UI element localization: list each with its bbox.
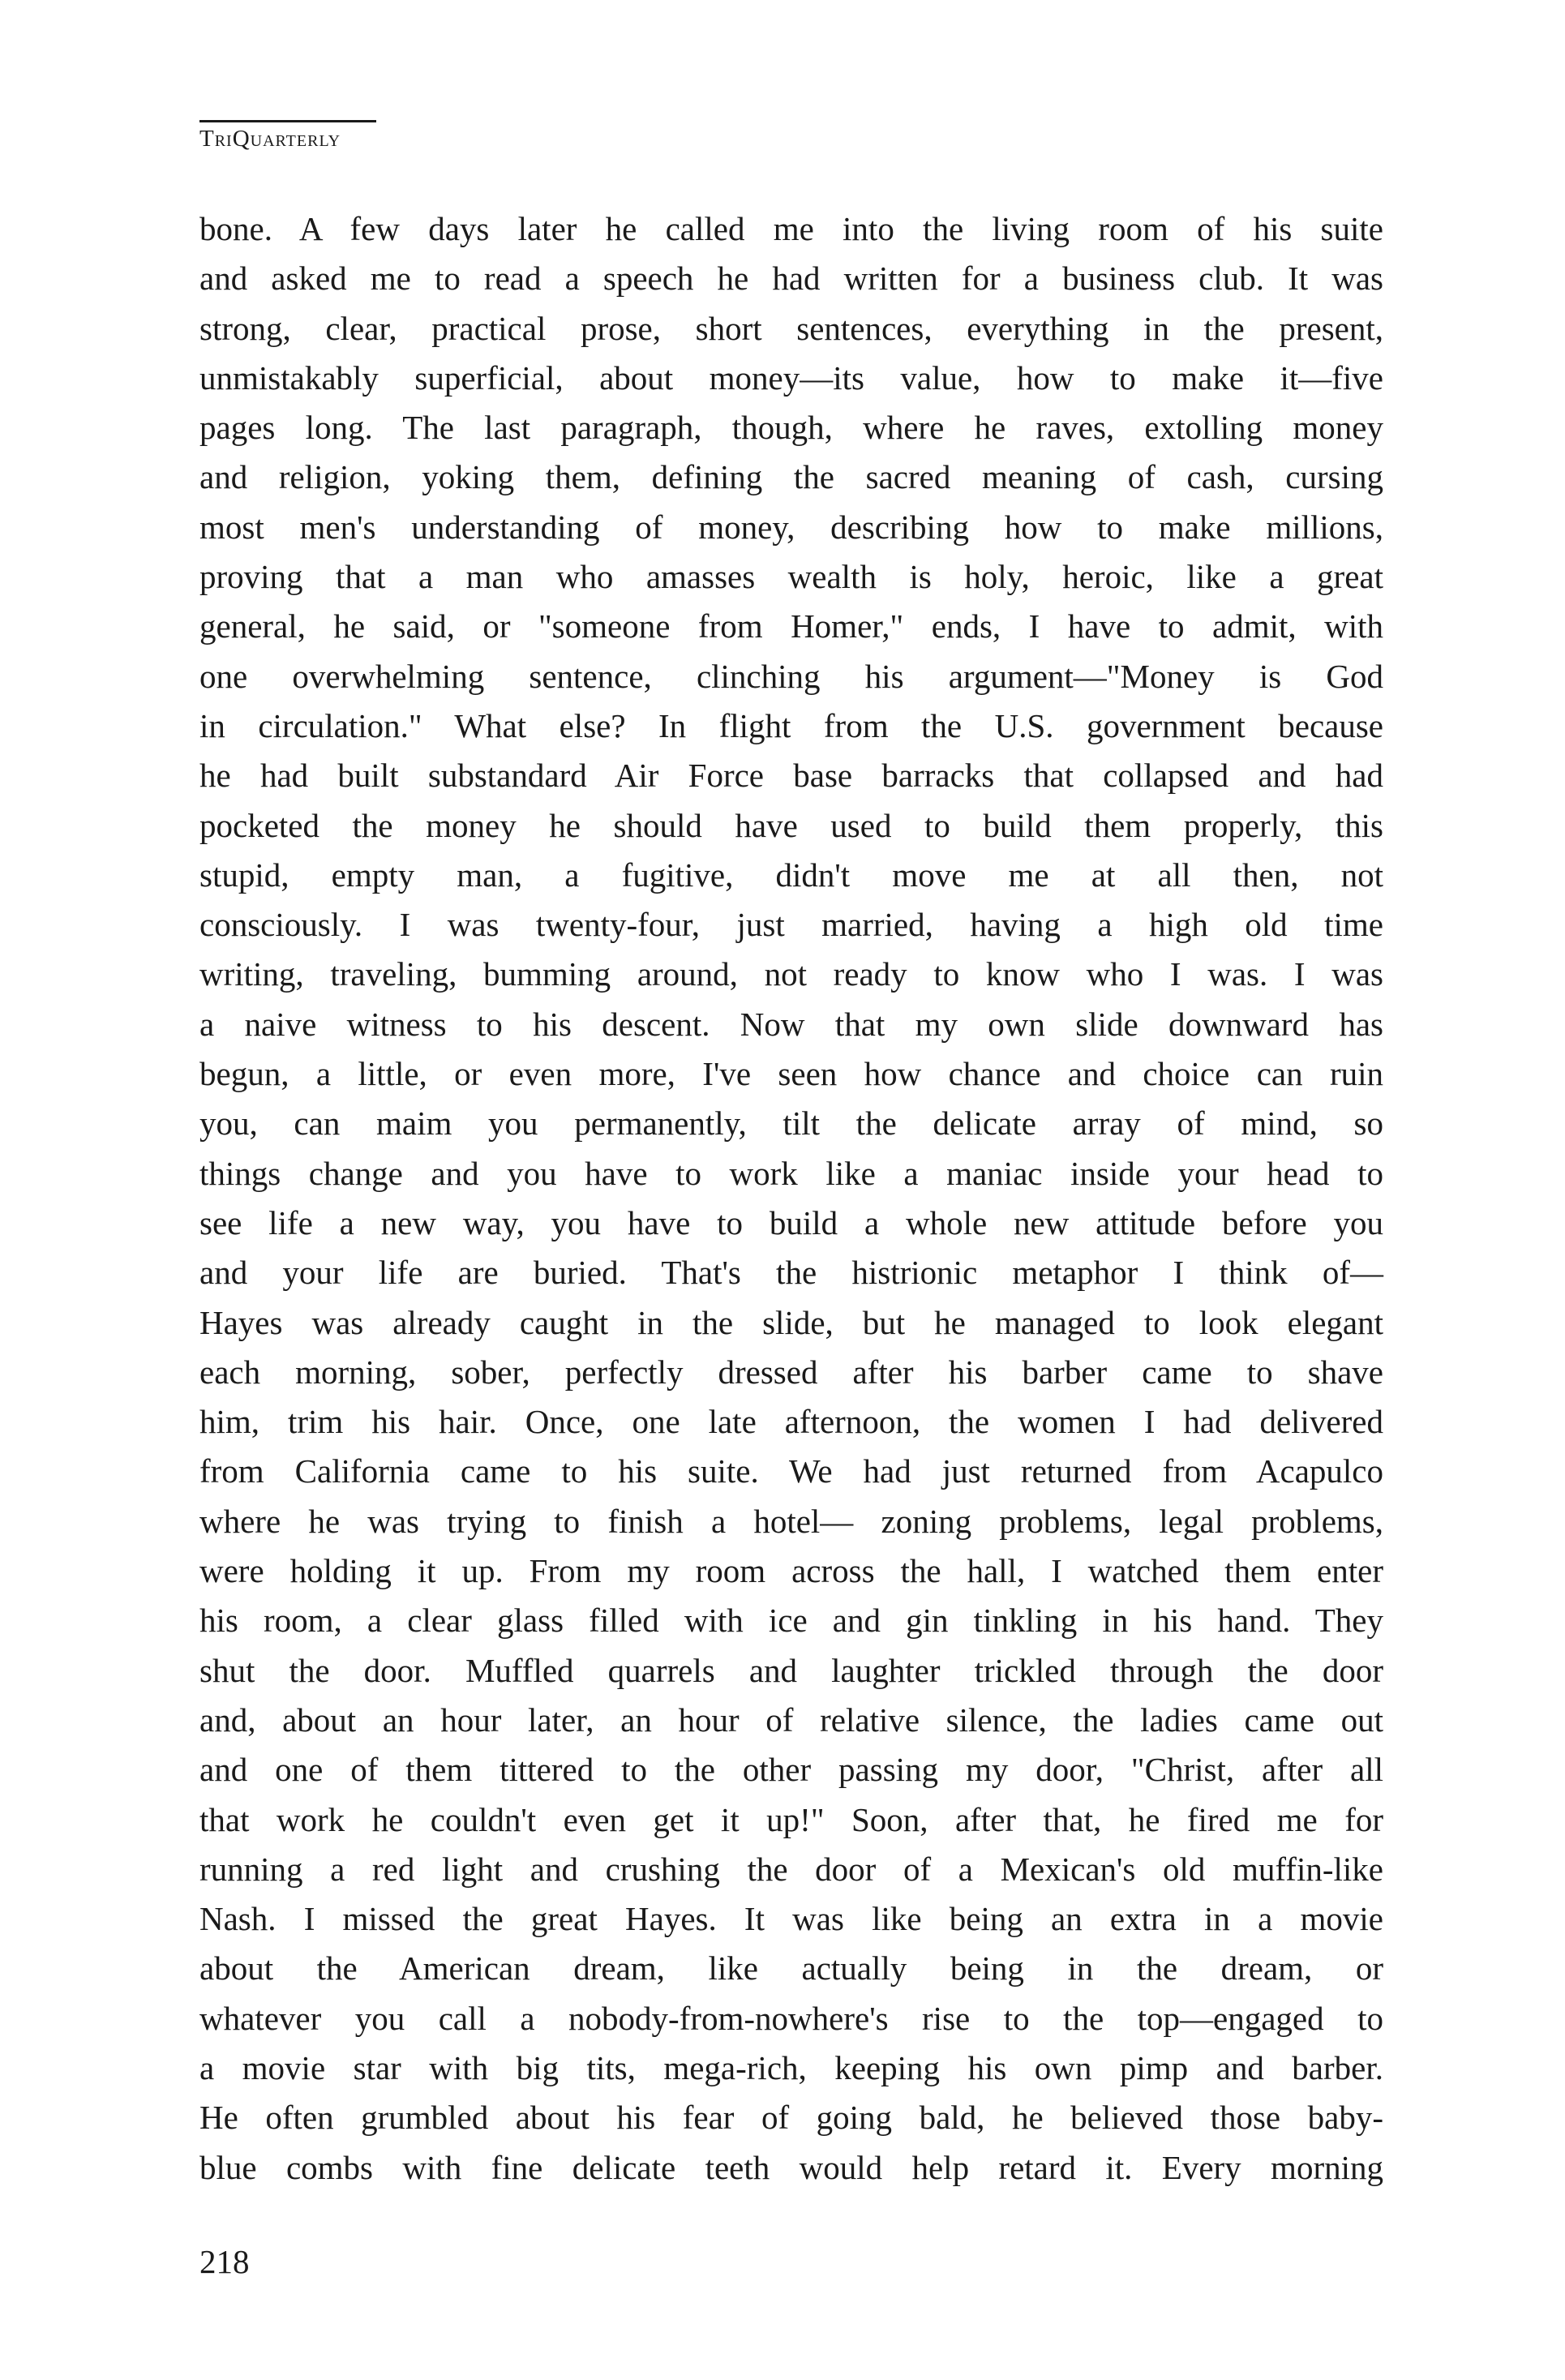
text-line: begun, a little, or even more, I've seen how chance and choice can ruin <box>199 1055 1383 1093</box>
body-text <box>199 204 1383 2193</box>
text-line: Hayes was already caught in the slide, but he managed to look elegant <box>199 1303 1383 1341</box>
running-header: TriQuarterly <box>199 120 376 152</box>
text-line: pocketed the money he should have used to build them properly, this <box>199 806 1383 844</box>
text-line: blue combs with fine delicate teeth would help retard it. Every morning <box>199 2148 1383 2186</box>
text-line: and one of them tittered to the other passing my door, "Christ, after all <box>199 1751 1383 1789</box>
text-line: consciously. I was twenty-four, just married, having a high old time <box>199 906 1383 944</box>
text-line: whatever you call a nobody-from-nowhere's rise to the top—engaged to <box>199 1999 1383 2037</box>
text-line: things change and you have to work like a maniac inside your head to <box>199 1154 1383 1192</box>
text-line: he had built substandard Air Force base barracks that collapsed and had <box>199 757 1383 795</box>
text-line: pages long. The last paragraph, though, where he raves, extolling money <box>199 409 1383 447</box>
text-line: you, can maim you permanently, tilt the delicate array of mind, so <box>199 1104 1383 1143</box>
text-line: and your life are buried. That's the histrionic metaphor I think of— <box>199 1254 1383 1292</box>
text-line: He often grumbled about his fear of going bald, he believed those baby- <box>199 2099 1383 2137</box>
text-line: proving that a man who amasses wealth is holy, heroic, like a great <box>199 558 1383 596</box>
text-line: Nash. I missed the great Hayes. It was like being an extra in a movie <box>199 1900 1383 1938</box>
text-line: that work he couldn't even get it up!" Soon, after that, he fired me for <box>199 1800 1383 1838</box>
text-line: and religion, yoking them, defining the sacred meaning of cash, cursing <box>199 458 1383 496</box>
text-line: and, about an hour later, an hour of relative silence, the ladies came out <box>199 1700 1383 1739</box>
text-line: a movie star with big tits, mega-rich, keeping his own pimp and barber. <box>199 2048 1383 2086</box>
text-line: and asked me to read a speech he had written for a business club. It was <box>199 259 1383 298</box>
text-line: most men's understanding of money, describing how to make millions, <box>199 508 1383 546</box>
text-line: bone. A few days later he called me into the living room of his suite <box>199 210 1383 247</box>
text-line: shut the door. Muffled quarrels and laughter trickled through the door <box>199 1651 1383 1689</box>
text-line: stupid, empty man, a fugitive, didn't move me at all then, not <box>199 856 1383 894</box>
text-line: where he was trying to finish a hotel— zoning problems, legal problems, <box>199 1502 1383 1540</box>
text-line: see life a new way, you have to build a whole new attitude before you <box>199 1203 1383 1241</box>
text-line: each morning, sober, perfectly dressed after his barber came to shave <box>199 1353 1383 1391</box>
text-line: strong, clear, practical prose, short sentences, everything in the present, <box>199 309 1383 347</box>
text-line: writing, traveling, bumming around, not ready to know who I was. I was <box>199 955 1383 993</box>
text-line: his room, a clear glass filled with ice and gin tinkling in his hand. They <box>199 1602 1383 1640</box>
text-line: one overwhelming sentence, clinching his argument—"Money is God <box>199 657 1383 695</box>
text-line: unmistakably superficial, about money—its value, how to make it—five <box>199 358 1383 397</box>
page-number: 218 <box>199 2243 250 2280</box>
text-line: him, trim his hair. Once, one late afternoon, the women I had delivered <box>199 1403 1383 1441</box>
text-line: a naive witness to his descent. Now that my own slide downward has <box>199 1005 1383 1043</box>
text-line: were holding it up. From my room across the hall, I watched them enter <box>199 1552 1383 1590</box>
text-line: in circulation." What else? In flight from the U.S. government because <box>199 706 1383 744</box>
text-line: general, he said, or "someone from Homer," ends, I have to admit, with <box>199 607 1383 645</box>
text-line: running a red light and crushing the door of a Mexican's old muffin-like <box>199 1850 1383 1888</box>
text-line: from California came to his suite. We had just returned from Acapulco <box>199 1452 1383 1490</box>
text-line: about the American dream, like actually being in the dream, or <box>199 1949 1383 1988</box>
